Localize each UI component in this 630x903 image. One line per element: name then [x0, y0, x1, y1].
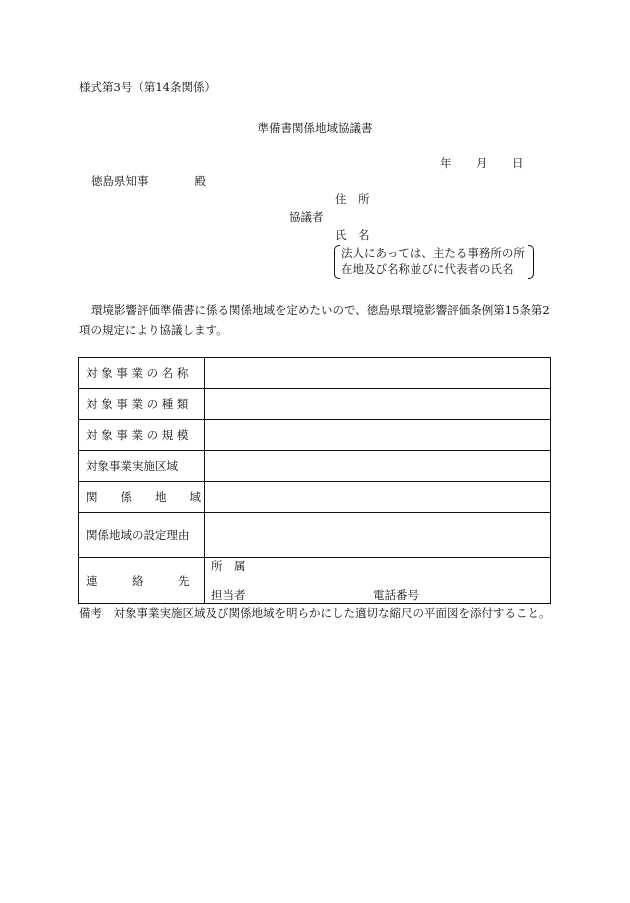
label-contact: 連 絡 先	[86, 573, 190, 588]
name-label: 氏 名	[335, 228, 370, 242]
label-project-area: 対象事業実施区域	[86, 459, 178, 473]
date-line	[440, 158, 524, 170]
phone-number-label: 電話番号	[373, 588, 419, 602]
table-row	[79, 482, 551, 513]
note-line-1: 法人にあっては、主たる事務所の所	[341, 246, 525, 260]
label-project-scale: 対 象 事 業 の 規 模	[86, 428, 189, 442]
note-line-2: 在地及び名称並びに代表者の氏名	[341, 262, 514, 276]
row-label	[79, 558, 205, 604]
date-day: 日	[512, 156, 524, 170]
setting-reason-field[interactable]	[205, 513, 551, 558]
related-area-field[interactable]	[205, 482, 551, 513]
project-area-field[interactable]	[205, 451, 551, 482]
row-label	[79, 482, 205, 513]
address-label: 住 所	[335, 192, 370, 206]
row-label	[79, 513, 205, 558]
project-name-field[interactable]	[205, 358, 551, 389]
project-info-table	[78, 357, 551, 604]
table-row	[79, 513, 551, 558]
table-row	[79, 358, 551, 389]
left-bracket	[334, 245, 340, 279]
document-title: 準備書関係地域協議書	[257, 121, 373, 135]
date-year: 年	[440, 156, 452, 170]
date-month: 月	[476, 156, 488, 170]
table-row	[79, 558, 551, 604]
row-label	[79, 358, 205, 389]
remarks: 備考 対象事業実施区域及び関係地域を明らかにした適切な縮尺の平面図を添付すること。	[79, 606, 551, 620]
row-label	[79, 420, 205, 451]
label-setting-reason: 関係地域の設定理由	[86, 528, 190, 542]
row-label	[79, 451, 205, 482]
body-text: 環境影響評価準備書に係る関係地域を定めたいので、徳島県環境影響評価条例第15条第2項の規定により協議します。	[79, 303, 550, 337]
corporate-note	[334, 245, 534, 279]
label-related-area: 関 係 地 域	[86, 490, 201, 504]
label-project-type: 対 象 事 業 の 種 類	[86, 397, 189, 411]
table-row	[79, 420, 551, 451]
right-bracket	[528, 245, 534, 279]
project-type-field[interactable]	[205, 389, 551, 420]
person-in-charge-label: 担当者	[211, 588, 246, 602]
table-row	[79, 389, 551, 420]
row-label	[79, 389, 205, 420]
addressee: 徳島県知事 殿	[91, 174, 206, 188]
affiliation-label: 所 属	[211, 559, 246, 573]
project-scale-field[interactable]	[205, 420, 551, 451]
table-row	[79, 451, 551, 482]
form-number: 様式第3号（第14条関係）	[79, 80, 216, 94]
contact-field[interactable]	[205, 558, 551, 604]
negotiator-label: 協議者	[289, 210, 324, 224]
label-project-name: 対 象 事 業 の 名 称	[86, 366, 189, 380]
